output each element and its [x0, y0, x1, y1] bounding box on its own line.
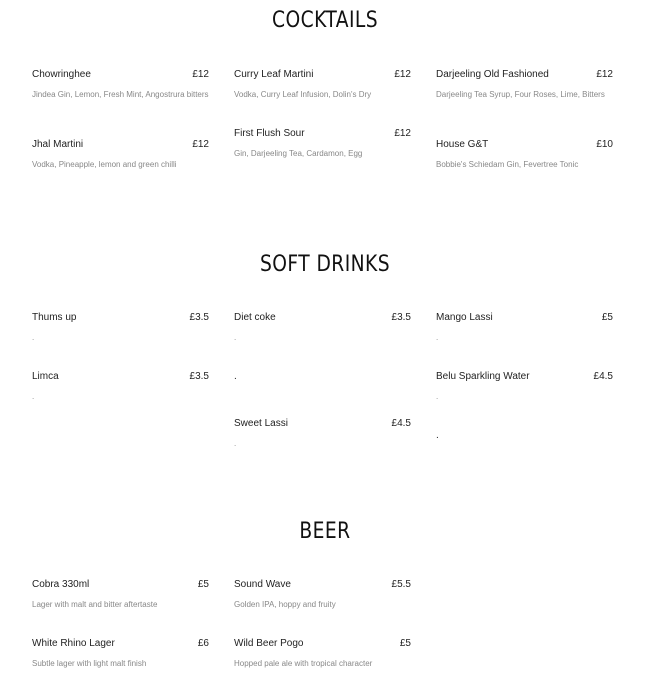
- item-name: Curry Leaf Martini: [234, 69, 314, 80]
- item-name: Chowringhee: [32, 69, 91, 80]
- item-name: Belu Sparkling Water: [436, 371, 530, 382]
- item-description: .: [234, 333, 237, 342]
- item-description: Jindea Gin, Lemon, Fresh Mint, Angostrura bitters: [32, 90, 209, 99]
- item-name: Diet coke: [234, 312, 276, 323]
- menu-item: [436, 371, 613, 402]
- menu-item: [32, 69, 209, 100]
- item-name: Limca: [32, 371, 59, 382]
- item-price: £3.5: [391, 312, 411, 323]
- item-price: £5: [601, 312, 613, 323]
- menu-item: [32, 371, 209, 402]
- item-description: Gin, Darjeeling Tea, Cardamon, Egg: [234, 149, 363, 158]
- menu-item: [32, 312, 209, 343]
- item-description: Hopped pale ale with tropical character: [234, 659, 373, 668]
- item-name: First Flush Sour: [234, 128, 305, 139]
- item-name: House G&T: [436, 139, 489, 150]
- item-description: .: [234, 439, 237, 448]
- item-price: £6: [197, 638, 209, 649]
- item-description: Darjeeling Tea Syrup, Four Roses, Lime, Bitters: [436, 90, 605, 99]
- section-title-beer: BEER: [299, 519, 351, 544]
- item-price: £4.5: [593, 371, 613, 382]
- item-name: Mango Lassi: [436, 312, 493, 323]
- item-description: Bobbie's Schiedam Gin, Fevertree Tonic: [436, 160, 579, 169]
- menu-item: [234, 69, 411, 100]
- item-name: Jhal Martini: [32, 139, 84, 150]
- item-price: £4.5: [391, 418, 411, 429]
- item-description: .: [436, 392, 439, 401]
- item-name: Darjeeling Old Fashioned: [436, 69, 549, 80]
- item-name: Sound Wave: [234, 579, 291, 590]
- item-name: White Rhino Lager: [32, 638, 115, 649]
- item-price: £12: [394, 69, 411, 80]
- item-name: Sweet Lassi: [234, 418, 288, 429]
- section-title-cocktails: COCKTAILS: [271, 8, 379, 33]
- item-price: £10: [596, 139, 613, 150]
- item-description: Lager with malt and bitter aftertaste: [32, 600, 158, 609]
- menu-item: [32, 638, 209, 669]
- item-price: £5: [399, 638, 411, 649]
- section-title-soft-drinks: SOFT DRINKS: [259, 252, 391, 277]
- item-price: £12: [192, 139, 209, 150]
- item-description: Golden IPA, hoppy and fruity: [234, 600, 336, 609]
- menu-item: [234, 418, 411, 449]
- item-name: Wild Beer Pogo: [234, 638, 304, 649]
- placeholder-dot: .: [436, 430, 439, 441]
- menu-item: [436, 139, 613, 170]
- item-price: £5: [197, 579, 209, 590]
- menu-item: [32, 579, 209, 610]
- menu-item: [234, 128, 411, 159]
- item-price: £12: [192, 69, 209, 80]
- item-description: Subtle lager with light malt finish: [32, 659, 147, 668]
- menu-item: [234, 638, 411, 669]
- item-name: Thums up: [32, 312, 77, 323]
- item-price: £5.5: [391, 579, 411, 590]
- menu-item: [32, 139, 209, 170]
- item-description: Vodka, Curry Leaf Infusion, Dolin's Dry: [234, 90, 372, 99]
- menu-item: [234, 579, 411, 610]
- item-description: .: [436, 333, 439, 342]
- item-name: Cobra 330ml: [32, 579, 90, 590]
- menu-item: [436, 312, 613, 343]
- item-price: £3.5: [189, 371, 209, 382]
- item-price: £12: [596, 69, 613, 80]
- item-description: .: [32, 392, 35, 401]
- item-price: £12: [394, 128, 411, 139]
- item-description: Vodka, Pineapple, lemon and green chilli: [32, 160, 177, 169]
- menu-item: [234, 312, 411, 343]
- item-description: .: [32, 333, 35, 342]
- item-price: £3.5: [189, 312, 209, 323]
- placeholder-dot: .: [234, 371, 237, 382]
- menu-item: [436, 69, 613, 100]
